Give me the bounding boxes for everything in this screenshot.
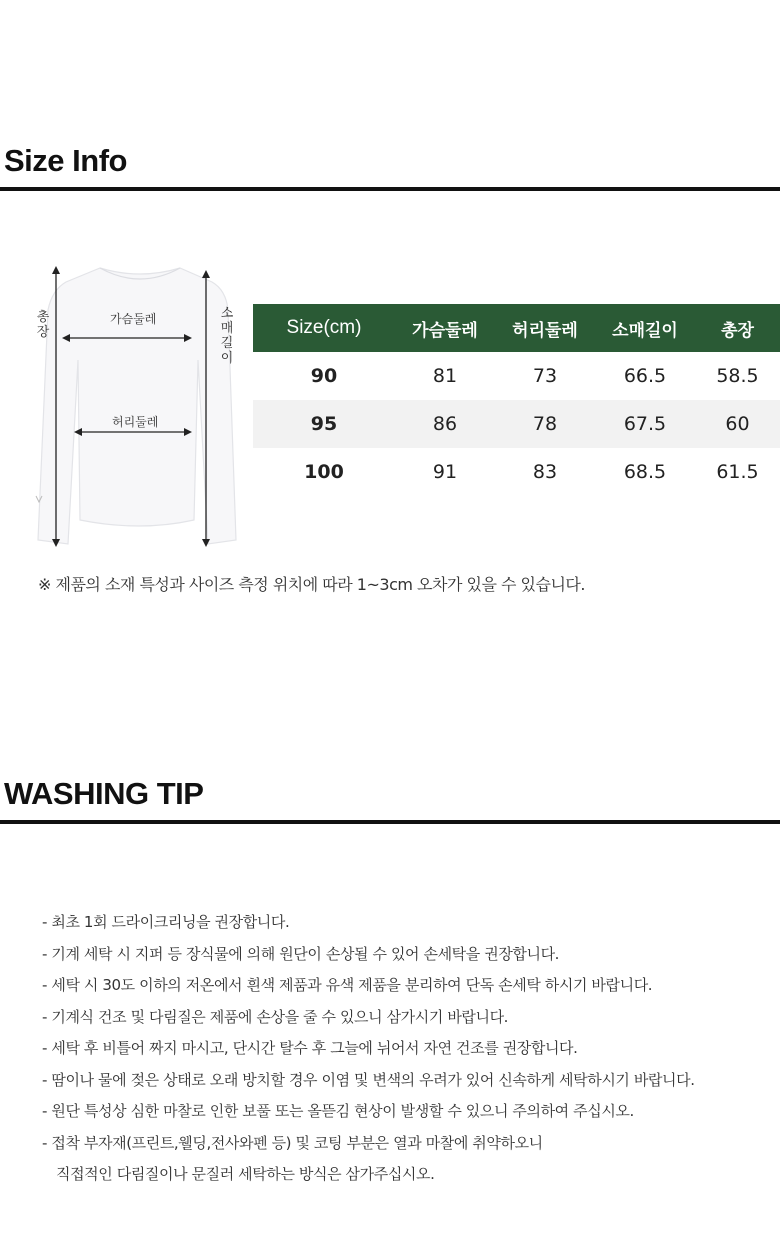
cell-sleeve: 67.5 [623, 413, 667, 435]
shirt-diagram [30, 240, 250, 550]
list-item: - 세탁 시 30도 이하의 저온에서 흰색 제품과 유색 제품을 분리하여 단독 손세탁 하시기 바랍니다. [42, 976, 653, 994]
waist-label: 허리둘레 [112, 415, 159, 429]
list-item: - 최초 1회 드라이크리닝을 권장합니다. [42, 913, 290, 931]
table-row [253, 448, 780, 496]
washing-tip-divider [0, 820, 780, 824]
cell-length: 58.5 [716, 365, 759, 387]
size-info-divider [0, 187, 780, 191]
sleeve-length-label: 소 매 길 이 [220, 306, 234, 366]
header-waist: 허리둘레 [512, 320, 578, 341]
header-length: 총장 [721, 320, 754, 341]
header-chest: 가슴둘레 [412, 320, 478, 341]
list-item: - 원단 특성상 심한 마찰로 인한 보풀 또는 올뜯김 현상이 발생할 수 있으니 주의하여 주십시오. [42, 1102, 634, 1120]
list-item: - 기계 세탁 시 지퍼 등 장식물에 의해 원단이 손상될 수 있어 손세탁을 권장합니다. [42, 944, 560, 963]
cell-waist: 78 [532, 413, 558, 435]
long-sleeve-shirt-illustration [30, 240, 250, 550]
header-size: Size(cm) [286, 317, 362, 338]
chest-label: 가슴둘레 [110, 312, 157, 326]
cell-chest: 91 [432, 461, 458, 483]
list-item: - 접착 부자재(프린트,웰딩,전사와펜 등) 및 코팅 부분은 열과 마찰에 취약하오니 [42, 1133, 543, 1152]
cell-chest: 86 [432, 413, 458, 435]
cell-size: 90 [310, 365, 338, 387]
size-note: ※ 제품의 소재 특성과 사이즈 측정 위치에 따라 1~3cm 오차가 있을 수 있습니다. [38, 575, 585, 594]
cell-waist: 83 [532, 461, 558, 483]
cell-sleeve: 68.5 [623, 461, 667, 483]
cell-waist: 73 [532, 365, 558, 387]
size-table [253, 304, 780, 496]
table-row [253, 352, 780, 400]
size-table-header [253, 304, 780, 352]
cell-size: 95 [310, 413, 338, 435]
size-info-title: Size Info [4, 143, 127, 178]
length-label: 총 장 [36, 310, 50, 340]
washing-tip-title: WASHING TIP [4, 776, 204, 811]
washing-tip-list [42, 910, 778, 1194]
table-row [253, 400, 780, 448]
list-item-continuation: 직접적인 다림질이나 문질러 세탁하는 방식은 삼가주십시오. [56, 1165, 435, 1183]
cell-sleeve: 66.5 [623, 365, 667, 387]
list-item: - 기계식 건조 및 다림질은 제품에 손상을 줄 수 있으니 삼가시기 바랍니다. [42, 1007, 509, 1026]
list-item: - 세탁 후 비틀어 짜지 마시고, 단시간 탈수 후 그늘에 뉘어서 자연 건조를 권장합니다. [42, 1039, 578, 1057]
cell-length: 61.5 [716, 461, 759, 483]
header-sleeve: 소매길이 [612, 320, 678, 341]
cell-size: 100 [304, 461, 344, 483]
cell-length: 60 [725, 413, 750, 435]
list-item: - 땀이나 물에 젖은 상태로 오래 방치할 경우 이염 및 변색의 우려가 있어 신속하게 세탁하시기 바랍니다. [42, 1070, 695, 1089]
cell-chest: 81 [432, 365, 458, 387]
